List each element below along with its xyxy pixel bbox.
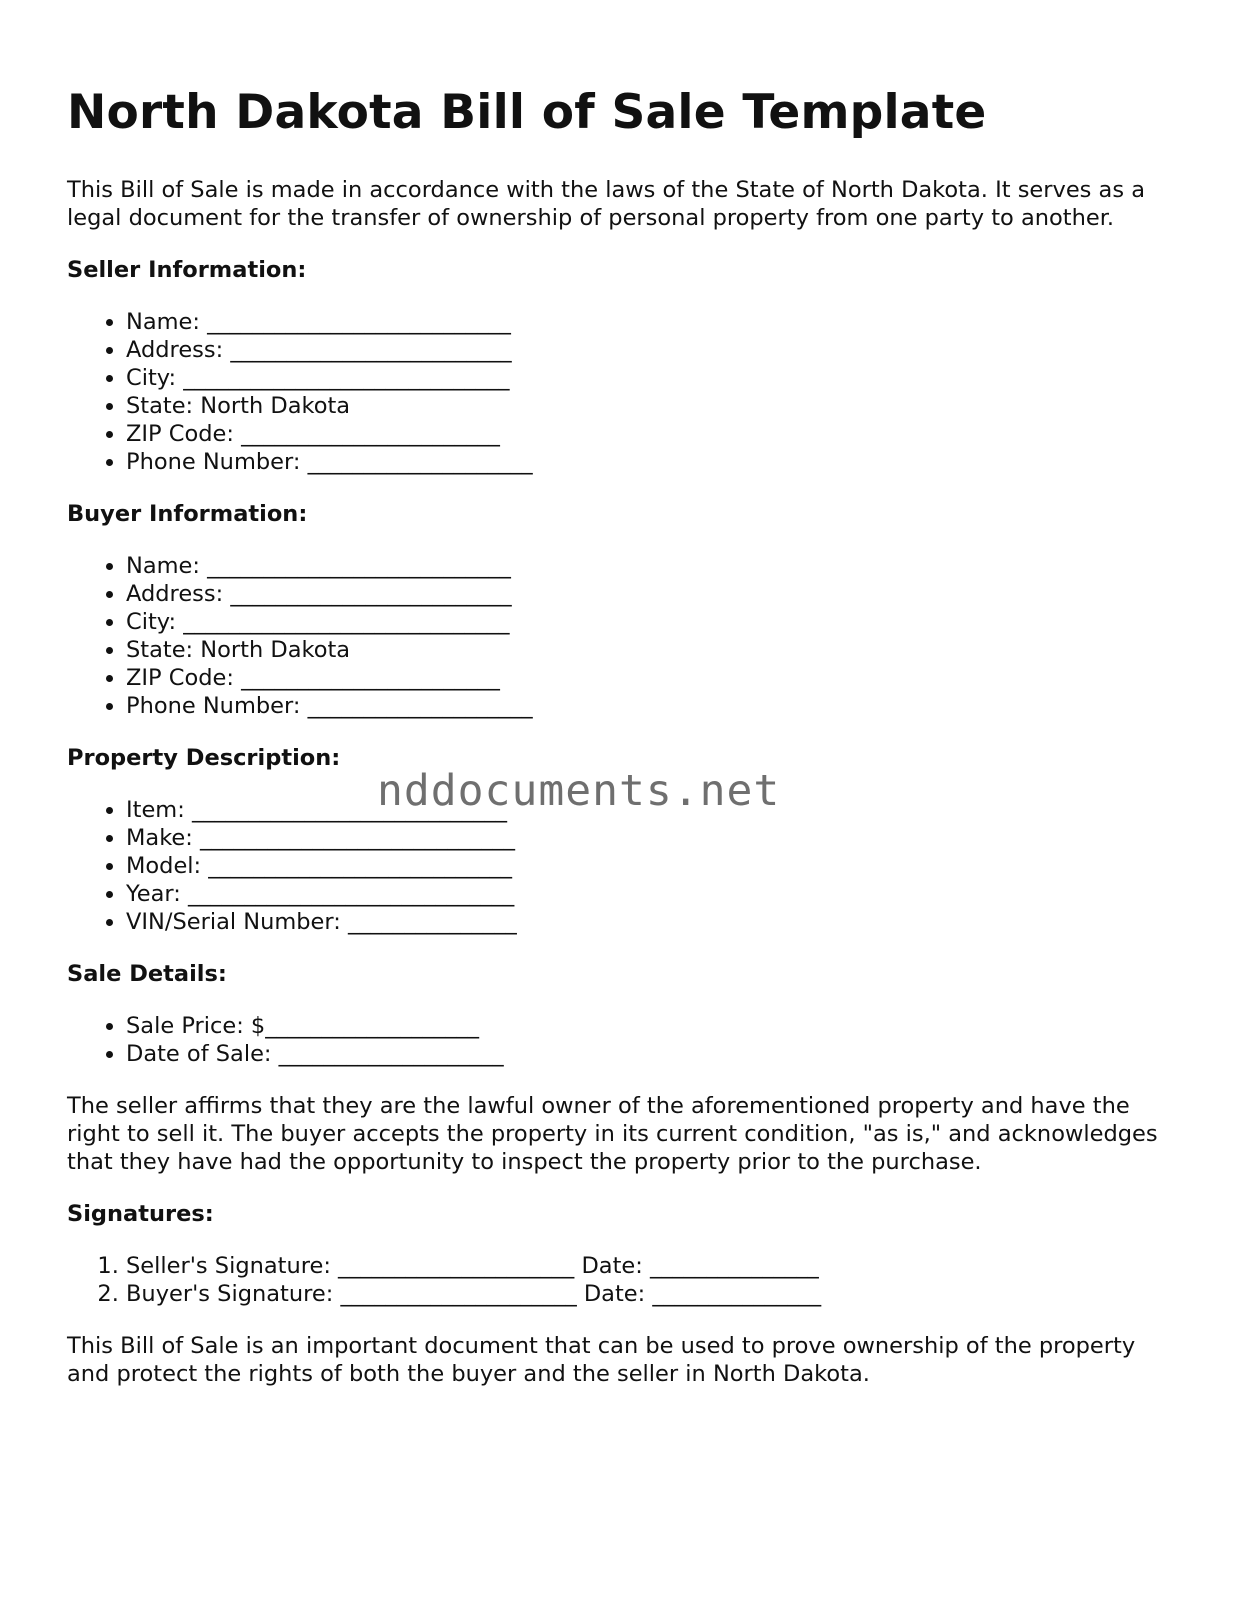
- sale-price-field: • Sale Price: $___________________: [126, 1012, 1167, 1040]
- property-heading: Property Description:: [67, 745, 341, 771]
- property-item-field: • Item: ____________________________: [126, 796, 1167, 824]
- closing-paragraph: This Bill of Sale is an important document that can be used to prove ownership of the property and protect the rights of both the buyer and the seller in North Dakota.: [67, 1333, 1136, 1387]
- buyer-list: [67, 552, 1167, 720]
- document: [67, 80, 1167, 1412]
- seller-list: [67, 308, 1167, 476]
- buyer-city-field: • City: _____________________________: [126, 608, 1167, 636]
- buyer-name-field: • Name: ___________________________: [126, 552, 1167, 580]
- sale-heading: Sale Details:: [67, 961, 227, 987]
- seller-city-field: • City: _____________________________: [126, 364, 1167, 392]
- affirmation-paragraph: The seller affirms that they are the lawful owner of the aforementioned property and have the right to sell it. The buyer accepts the property in its current condition, "as is," and acknowledges that they have had the opportunity to inspect the property prior to the purchase.: [67, 1093, 1158, 1175]
- signatures-list: [67, 1252, 1167, 1308]
- buyer-zip-field: • ZIP Code: _______________________: [126, 664, 1167, 692]
- property-list: [67, 796, 1167, 936]
- buyer-signature-line: 2. Buyer's Signature: _____________________ Date: _______________: [126, 1280, 1167, 1308]
- sale-date-field: • Date of Sale: ____________________: [126, 1040, 1167, 1068]
- watermark: nddocuments.net: [377, 766, 781, 816]
- seller-address-field: • Address: _________________________: [126, 336, 1167, 364]
- seller-name-field: • Name: ___________________________: [126, 308, 1167, 336]
- property-vin-field: • VIN/Serial Number: _______________: [126, 908, 1167, 936]
- seller-signature-line: 1. Seller's Signature: _____________________ Date: _______________: [126, 1252, 1167, 1280]
- seller-heading: Seller Information:: [67, 257, 307, 283]
- property-model-field: • Model: ___________________________: [126, 852, 1167, 880]
- buyer-heading: Buyer Information:: [67, 501, 308, 527]
- signatures-heading: Signatures:: [67, 1201, 214, 1227]
- page-title: North Dakota Bill of Sale Template: [67, 85, 987, 140]
- buyer-phone-field: • Phone Number: ____________________: [126, 692, 1167, 720]
- sale-list: [67, 1012, 1167, 1068]
- property-year-field: • Year: _____________________________: [126, 880, 1167, 908]
- property-make-field: • Make: ____________________________: [126, 824, 1167, 852]
- buyer-state-field: • State: North Dakota: [126, 636, 1167, 664]
- seller-zip-field: • ZIP Code: _______________________: [126, 420, 1167, 448]
- buyer-address-field: • Address: _________________________: [126, 580, 1167, 608]
- seller-state-field: • State: North Dakota: [126, 392, 1167, 420]
- intro-paragraph: This Bill of Sale is made in accordance with the laws of the State of North Dakota. It serves as a legal document for the transfer of ownership of personal property from one party to another.: [67, 177, 1146, 231]
- seller-phone-field: • Phone Number: ____________________: [126, 448, 1167, 476]
